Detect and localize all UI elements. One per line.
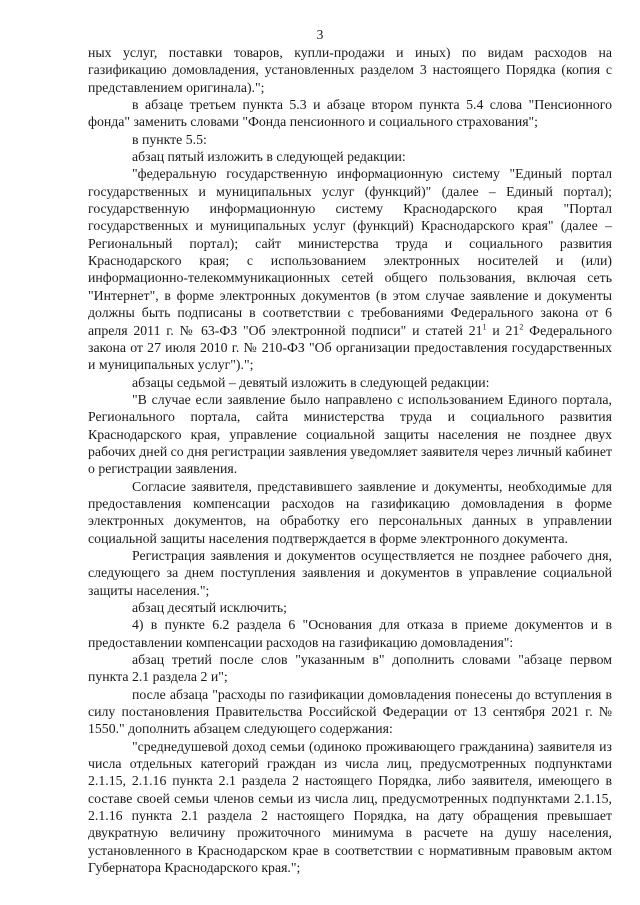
paragraph: 4) в пункте 6.2 раздела 6 "Основания для отказа в приеме документов и в предоставлении компенсации расходов на газификацию домовладения": (88, 617, 612, 650)
paragraph-text: "федеральную государственную информационную систему "Единый портал государственных и муниципальных услуг (функций)" (далее – Единый портал); государственную информационную систему Краснодарского края "Портал государственных и муниципальных услуг (функций) Краснодарского края" (далее – Региональный портал); сайт министерства труда и социального развития Краснодарского края; с использованием электронных носителей и (или) информационно-телекоммуникационных сетей общего пользования, включая сеть "Интернет", в форме электронных документов (в этом случае заявление и документы должны быть подписаны в соответствии с требованиями Федерального закона от 6 апреля 2011 г. № 63-ФЗ "Об электронной подписи" и статей 21 (88, 166, 612, 338)
paragraph: абзац пятый изложить в следующей редакции: (132, 149, 406, 165)
page-number: 3 (316, 27, 324, 42)
superscript: 2 (519, 321, 524, 331)
paragraph-text: и 21 (486, 322, 520, 338)
paragraph: абзац третий после слов "указанным в" дополнить словами "абзаце первом пункта 2.1 раздела 2 и"; (88, 652, 612, 685)
paragraph: после абзаца "расходы по газификации домовладения понесены до вступления в силу постановления Правительства Российской Федерации от 13 сентября 2021 г. № 1550." дополнить абзацем следующего содержания: (88, 686, 612, 737)
paragraph: Регистрация заявления и документов осуществляется не позднее рабочего дня, следующего за днем поступления заявления и документов в управление социальной защиты населения."; (88, 547, 612, 598)
paragraph: абзацы седьмой – девятый изложить в следующей редакции: (132, 374, 490, 390)
superscript: 1 (482, 321, 487, 331)
paragraph: Согласие заявителя, представившего заявление и документы, необходимые для предоставления компенсации расходов на газификацию домовладения в форме электронных документов, на обработку его персональных данных в управлении социальной защиты населения подтверждается в форме электронного документа. (88, 478, 612, 546)
paragraph: ных услуг, поставки товаров, купли-продажи и иных) по видам расходов на газификацию домовладения, установленных разделом 3 настоящего Порядка (копия с представлением оригинала)."; (88, 45, 612, 95)
paragraph-with-superscripts (88, 165, 612, 373)
paragraph: "среднедушевой доход семьи (одиноко проживающего гражданина) заявителя из числа отдельных категорий граждан из числа лиц, предусмотренных подпунктами 2.1.15, 2.1.16 пункта 2.1 раздела 2 настоящего Порядка, либо заявителя, имеющего в составе своей семьи членов семьи из числа лиц, предусмотренных подпунктами 2.1.15, 2.1.16 пункта 2.1 раздела 2 настоящего Порядка, на дату обращения превышает двукратную величину прожиточного минимума в расчете на душу населения, установленного в Краснодарском крае в соответствии с нормативным правовым актом Губернатора Краснодарского края."; (88, 738, 612, 876)
document-body (88, 44, 612, 877)
paragraph: "В случае если заявление было направлено с использованием Единого портала, Регионального портала, сайта министерства труда и социального развития Краснодарского края, управление социальной защиты населения не позднее двух рабочих дней со дня регистрации заявления уведомляет заявителя через личный кабинет о регистрации заявления. (88, 391, 612, 477)
paragraph-text: Федерального закона от 27 июля 2010 г. № 210-ФЗ "Об организации предоставления государственных и муниципальных услуг")."; (88, 322, 612, 373)
paragraph: абзац десятый исключить; (132, 600, 287, 615)
paragraph: в пункте 5.5: (132, 131, 207, 147)
paragraph: в абзаце третьем пункта 5.3 и абзаце втором пункта 5.4 слова "Пенсионного фонда" заменить словами "Фонда пенсионного и социального страхования"; (88, 97, 612, 130)
